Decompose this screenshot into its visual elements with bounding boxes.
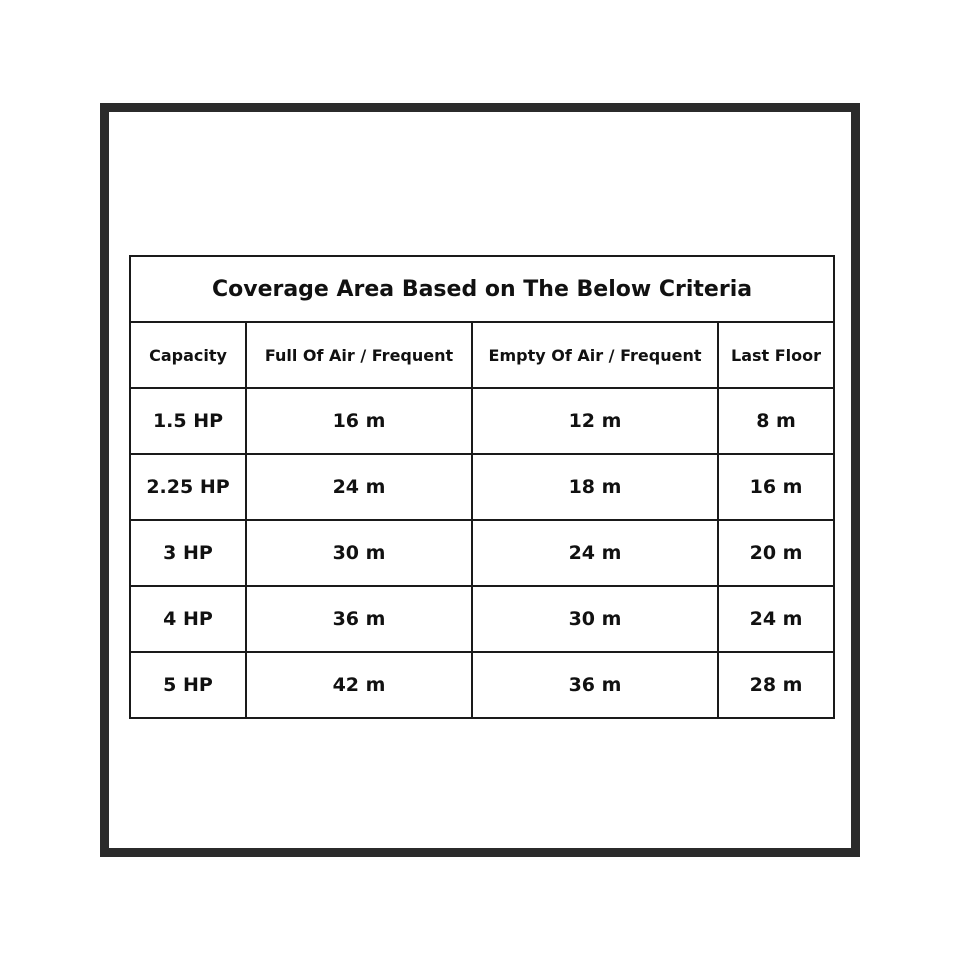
capacity-cell: 2.25 HP <box>130 454 246 520</box>
last-floor-cell: 20 m <box>718 520 834 586</box>
capacity-cell: 3 HP <box>130 520 246 586</box>
column-header-empty-of-air: Empty Of Air / Frequent <box>472 322 718 388</box>
column-header-capacity: Capacity <box>130 322 246 388</box>
full-of-air-cell: 36 m <box>246 586 472 652</box>
capacity-cell: 4 HP <box>130 586 246 652</box>
table-title: Coverage Area Based on The Below Criteria <box>130 256 834 322</box>
empty-of-air-cell: 36 m <box>472 652 718 718</box>
table-header-row <box>130 322 834 388</box>
capacity-cell: 5 HP <box>130 652 246 718</box>
table-row <box>130 586 834 652</box>
last-floor-cell: 28 m <box>718 652 834 718</box>
full-of-air-cell: 42 m <box>246 652 472 718</box>
full-of-air-cell: 24 m <box>246 454 472 520</box>
last-floor-cell: 16 m <box>718 454 834 520</box>
empty-of-air-cell: 30 m <box>472 586 718 652</box>
column-header-last-floor: Last Floor <box>718 322 834 388</box>
coverage-table-container <box>129 255 833 717</box>
table-row <box>130 454 834 520</box>
coverage-table <box>129 255 835 719</box>
empty-of-air-cell: 24 m <box>472 520 718 586</box>
empty-of-air-cell: 18 m <box>472 454 718 520</box>
last-floor-cell: 8 m <box>718 388 834 454</box>
table-row <box>130 520 834 586</box>
last-floor-cell: 24 m <box>718 586 834 652</box>
capacity-cell: 1.5 HP <box>130 388 246 454</box>
full-of-air-cell: 16 m <box>246 388 472 454</box>
empty-of-air-cell: 12 m <box>472 388 718 454</box>
table-row <box>130 652 834 718</box>
column-header-full-of-air: Full Of Air / Frequent <box>246 322 472 388</box>
table-row <box>130 388 834 454</box>
full-of-air-cell: 30 m <box>246 520 472 586</box>
table-title-row <box>130 256 834 322</box>
